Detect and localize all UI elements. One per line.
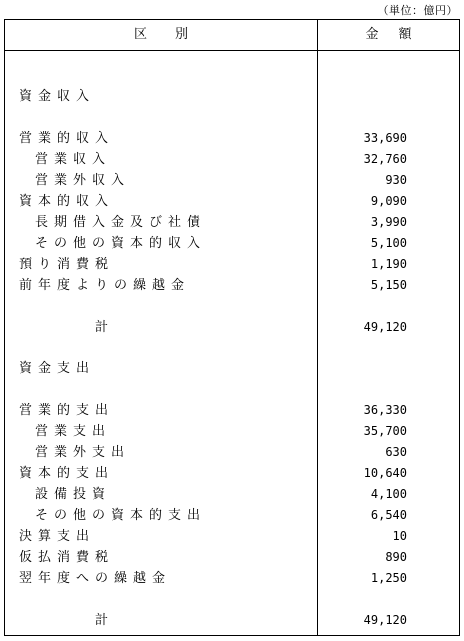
row-value: 9,090 (370, 194, 407, 208)
table-row (5, 484, 459, 505)
row-value: 3,990 (370, 215, 407, 229)
table-row (5, 317, 459, 338)
row-value: 10,640 (363, 466, 407, 480)
row-value: 10 (392, 529, 407, 543)
table-row (5, 191, 459, 212)
table-row (5, 421, 459, 442)
table-row (5, 275, 459, 296)
table-row (5, 128, 459, 149)
row-label: 資本的支出 (19, 466, 115, 481)
row-value: 1,190 (370, 257, 407, 271)
row-value: 630 (385, 445, 407, 459)
row-value: 35,700 (363, 424, 407, 438)
row-label: 長期借入金及び社債 (35, 215, 207, 230)
row-label: 翌年度への繰越金 (19, 571, 172, 586)
row-label: 営業的収入 (19, 131, 115, 146)
table-row (5, 86, 459, 107)
table-row (5, 149, 459, 170)
row-label: その他の資本的支出 (35, 508, 207, 523)
row-label: 計 (95, 320, 115, 335)
row-value: 36,330 (363, 403, 407, 417)
row-label: 設備投資 (35, 487, 112, 502)
row-value: 33,690 (363, 131, 407, 145)
row-value: 1,250 (370, 571, 407, 585)
row-value: 6,540 (370, 508, 407, 522)
row-value: 5,150 (370, 278, 407, 292)
table-row (5, 400, 459, 421)
row-label: 前年度よりの繰越金 (19, 278, 191, 293)
row-label: 資本的収入 (19, 194, 115, 209)
row-value: 890 (385, 550, 407, 564)
table-row (5, 463, 459, 484)
row-label: 営業外支出 (35, 445, 131, 460)
table-row (5, 233, 459, 254)
row-value: 32,760 (363, 152, 407, 166)
table-header (5, 20, 459, 51)
table-row (5, 212, 459, 233)
row-label: 営業外収入 (35, 173, 131, 188)
unit-label: （単位：億円） (377, 4, 458, 17)
header-item-label: 区別 (133, 27, 216, 42)
row-value: 4,100 (370, 487, 407, 501)
row-label: 資金収入 (19, 89, 96, 104)
table-row (5, 610, 459, 631)
table-row (5, 505, 459, 526)
row-label: 計 (95, 613, 115, 628)
table-row (5, 358, 459, 379)
row-value: 49,120 (363, 613, 407, 627)
header-amount-label: 金額 (365, 27, 432, 42)
row-value: 930 (385, 173, 407, 187)
row-label: 営業的支出 (19, 403, 115, 418)
row-label: 営業収入 (35, 152, 112, 167)
row-label: その他の資本的収入 (35, 236, 207, 251)
row-label: 仮払消費税 (19, 550, 115, 565)
row-value: 49,120 (363, 320, 407, 334)
table-row (5, 442, 459, 463)
table-row (5, 526, 459, 547)
table-row (5, 170, 459, 191)
table-row (5, 568, 459, 589)
table-row (5, 547, 459, 568)
row-label: 預り消費税 (19, 257, 115, 272)
row-label: 営業支出 (35, 424, 112, 439)
funds-table (4, 19, 460, 636)
row-value: 5,100 (370, 236, 407, 250)
row-label: 資金支出 (19, 361, 96, 376)
table-row (5, 254, 459, 275)
row-label: 決算支出 (19, 529, 96, 544)
